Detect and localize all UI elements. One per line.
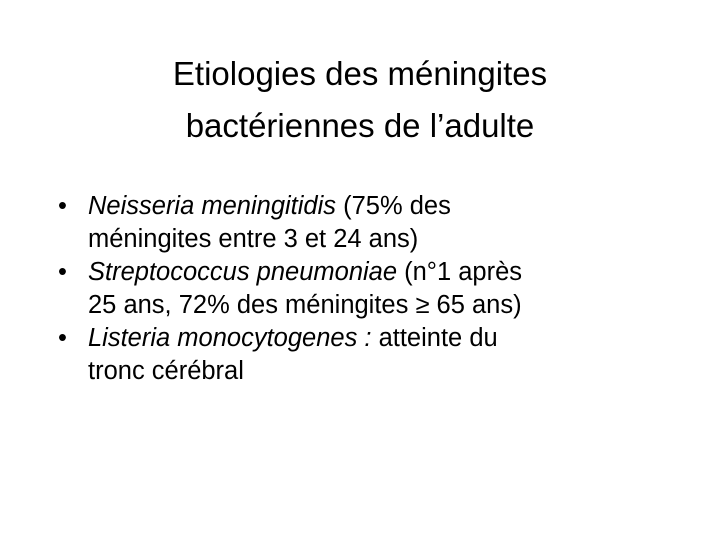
bullet-item-listeria	[58, 322, 678, 388]
bullet-detail: (n°1 après	[397, 258, 523, 286]
bullet-detail: atteinte du	[371, 324, 498, 352]
bullet-line-1	[88, 322, 678, 355]
bullet-line-2: 25 ans, 72% des méningites ≥ 65 ans)	[88, 291, 522, 319]
bullet-line-1	[88, 190, 678, 223]
bullet-item-neisseria	[58, 190, 678, 256]
bullet-list	[58, 190, 678, 388]
bullet-item-streptococcus	[58, 256, 678, 322]
bullet-marker: •	[58, 324, 67, 352]
slide-title	[60, 48, 660, 152]
bullet-marker: •	[58, 192, 67, 220]
organism-name: Streptococcus pneumoniae	[88, 258, 398, 286]
bullet-marker: •	[58, 258, 67, 286]
bullet-line-2: tronc cérébral	[88, 357, 244, 385]
organism-name: Neisseria meningitidis	[88, 192, 337, 220]
bullet-line-1	[88, 256, 678, 289]
slide-title-line-2: bactériennes de l’adulte	[185, 107, 535, 144]
organism-name: Listeria monocytogenes :	[88, 324, 372, 352]
slide-title-line-1: Etiologies des méningites	[172, 55, 548, 92]
bullet-line-2: méningites entre 3 et 24 ans)	[88, 225, 419, 253]
bullet-detail: (75% des	[336, 192, 451, 220]
